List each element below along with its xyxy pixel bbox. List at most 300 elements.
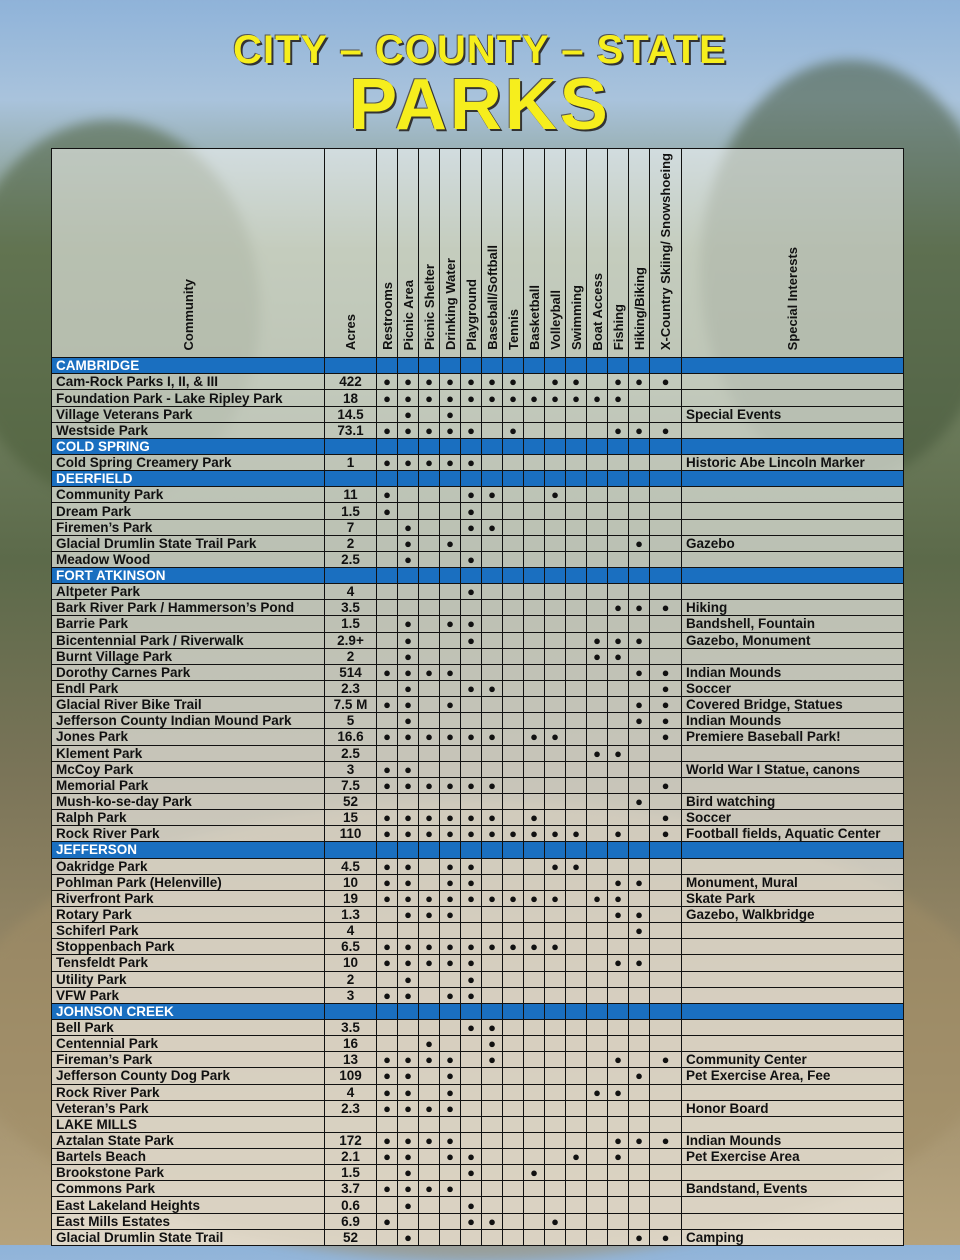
feature-cell — [545, 584, 566, 600]
section-label: CAMBRIDGE — [52, 358, 325, 374]
special-interest: Historic Abe Lincoln Marker — [682, 455, 904, 471]
feature-cell — [587, 1197, 608, 1213]
feature-cell — [440, 535, 461, 551]
feature-cell — [398, 874, 419, 890]
park-row — [52, 923, 904, 939]
feature-cell — [650, 519, 682, 535]
feature-dot-icon: ● — [425, 422, 433, 438]
section-cell — [650, 438, 682, 454]
section-cell — [608, 471, 629, 487]
feature-cell — [629, 487, 650, 503]
feature-cell — [377, 551, 398, 567]
feature-cell — [545, 1165, 566, 1181]
feature-cell — [587, 422, 608, 438]
park-name: Mush-ko-se-day Park — [52, 793, 325, 809]
feature-cell — [440, 761, 461, 777]
column-header — [545, 149, 566, 358]
feature-cell — [461, 729, 482, 745]
section-cell — [419, 438, 440, 454]
feature-dot-icon: ● — [425, 1052, 433, 1068]
feature-cell — [377, 923, 398, 939]
feature-cell — [377, 1100, 398, 1116]
feature-cell — [461, 713, 482, 729]
park-acres: 73.1 — [325, 422, 377, 438]
park-acres: 7 — [325, 519, 377, 535]
park-row — [52, 729, 904, 745]
feature-dot-icon: ● — [446, 1149, 454, 1165]
feature-cell — [440, 1197, 461, 1213]
feature-cell — [524, 374, 545, 390]
park-name: Altpeter Park — [52, 584, 325, 600]
feature-dot-icon: ● — [467, 1213, 475, 1229]
park-row — [52, 1100, 904, 1116]
feature-dot-icon: ● — [467, 584, 475, 600]
feature-cell — [608, 616, 629, 632]
feature-dot-icon: ● — [488, 1020, 496, 1035]
feature-cell — [608, 729, 629, 745]
section-cell — [682, 1003, 904, 1019]
feature-cell — [440, 955, 461, 971]
section-cell — [587, 842, 608, 858]
feature-cell — [419, 422, 440, 438]
feature-cell — [650, 616, 682, 632]
park-row — [52, 1165, 904, 1181]
feature-cell — [629, 1019, 650, 1035]
park-acres: 10 — [325, 874, 377, 890]
park-row — [52, 664, 904, 680]
feature-cell — [482, 761, 503, 777]
feature-dot-icon: ● — [404, 874, 412, 890]
feature-dot-icon: ● — [404, 1052, 412, 1068]
park-name: Community Park — [52, 487, 325, 503]
feature-cell — [608, 810, 629, 826]
feature-cell — [650, 1068, 682, 1084]
section-cell — [608, 438, 629, 454]
section-cell — [682, 842, 904, 858]
section-cell — [682, 358, 904, 374]
feature-cell — [461, 584, 482, 600]
feature-dot-icon: ● — [467, 874, 475, 890]
feature-cell — [482, 648, 503, 664]
feature-cell — [503, 1149, 524, 1165]
feature-cell — [482, 874, 503, 890]
park-name: Brookstone Park — [52, 1165, 325, 1181]
feature-cell — [503, 487, 524, 503]
park-row — [52, 487, 904, 503]
feature-cell — [566, 390, 587, 406]
section-cell — [524, 358, 545, 374]
feature-cell — [398, 987, 419, 1003]
feature-cell — [629, 793, 650, 809]
feature-dot-icon: ● — [446, 535, 454, 551]
section-cell — [682, 1116, 904, 1132]
feature-cell — [566, 810, 587, 826]
park-name: Barrie Park — [52, 616, 325, 632]
feature-cell — [482, 971, 503, 987]
feature-dot-icon: ● — [661, 729, 670, 745]
feature-cell — [482, 729, 503, 745]
feature-cell — [461, 890, 482, 906]
feature-cell — [398, 955, 419, 971]
special-interest: Covered Bridge, Statues — [682, 697, 904, 713]
feature-cell — [503, 1165, 524, 1181]
feature-dot-icon: ● — [383, 874, 391, 890]
park-acres: 2.5 — [325, 551, 377, 567]
feature-cell — [461, 519, 482, 535]
feature-cell — [629, 1100, 650, 1116]
section-cell — [325, 438, 377, 454]
feature-cell — [461, 648, 482, 664]
park-acres: 15 — [325, 810, 377, 826]
feature-cell — [650, 503, 682, 519]
feature-cell — [524, 874, 545, 890]
feature-cell — [650, 632, 682, 648]
feature-dot-icon: ● — [488, 374, 496, 390]
feature-cell — [440, 632, 461, 648]
special-interest: Soccer — [682, 810, 904, 826]
feature-cell — [482, 390, 503, 406]
park-acres: 16.6 — [325, 729, 377, 745]
feature-cell — [587, 632, 608, 648]
section-cell — [482, 568, 503, 584]
feature-cell — [524, 680, 545, 696]
column-header — [524, 149, 545, 358]
park-name: Cold Spring Creamery Park — [52, 455, 325, 471]
column-header-label: Drinking Water — [442, 258, 458, 351]
feature-dot-icon: ● — [614, 1132, 622, 1148]
feature-cell — [398, 584, 419, 600]
feature-dot-icon: ● — [383, 826, 391, 842]
feature-dot-icon: ● — [404, 616, 412, 632]
feature-dot-icon: ● — [635, 907, 643, 923]
feature-dot-icon: ● — [467, 390, 475, 406]
feature-dot-icon: ● — [383, 1052, 391, 1068]
section-label: LAKE MILLS — [52, 1116, 325, 1132]
section-row — [52, 358, 904, 374]
feature-dot-icon: ● — [467, 939, 475, 955]
park-row — [52, 1019, 904, 1035]
feature-dot-icon: ● — [404, 1229, 412, 1245]
feature-cell — [419, 616, 440, 632]
feature-cell — [545, 406, 566, 422]
feature-cell — [629, 1213, 650, 1229]
feature-cell — [398, 455, 419, 471]
special-interest: Skate Park — [682, 890, 904, 906]
park-name: Glacial Drumlin State Trail Park — [52, 535, 325, 551]
feature-cell — [398, 777, 419, 793]
section-cell — [682, 568, 904, 584]
feature-cell — [587, 1149, 608, 1165]
park-row — [52, 1229, 904, 1245]
feature-cell — [587, 810, 608, 826]
feature-cell — [398, 697, 419, 713]
section-cell — [440, 471, 461, 487]
feature-cell — [440, 729, 461, 745]
feature-dot-icon: ● — [383, 987, 391, 1003]
feature-cell — [503, 632, 524, 648]
feature-cell — [524, 664, 545, 680]
feature-cell — [440, 713, 461, 729]
feature-dot-icon: ● — [530, 810, 538, 826]
feature-cell — [398, 600, 419, 616]
feature-cell — [440, 697, 461, 713]
feature-cell — [524, 858, 545, 874]
section-cell — [587, 568, 608, 584]
feature-dot-icon: ● — [661, 664, 670, 680]
section-cell — [682, 471, 904, 487]
feature-cell — [650, 729, 682, 745]
feature-cell — [545, 1036, 566, 1052]
feature-cell — [566, 1229, 587, 1245]
feature-dot-icon: ● — [425, 907, 433, 923]
special-interest: Monument, Mural — [682, 874, 904, 890]
feature-dot-icon: ● — [446, 1052, 454, 1068]
feature-cell — [461, 422, 482, 438]
feature-dot-icon: ● — [509, 826, 517, 842]
feature-cell — [524, 390, 545, 406]
feature-cell — [461, 374, 482, 390]
feature-cell — [587, 745, 608, 761]
feature-cell — [524, 777, 545, 793]
feature-cell — [545, 923, 566, 939]
park-acres: 1.3 — [325, 906, 377, 922]
feature-cell — [461, 487, 482, 503]
feature-dot-icon: ● — [425, 955, 433, 971]
feature-cell — [398, 1084, 419, 1100]
feature-cell — [587, 406, 608, 422]
feature-cell — [398, 519, 419, 535]
park-row — [52, 1181, 904, 1197]
feature-cell — [377, 680, 398, 696]
feature-cell — [461, 1132, 482, 1148]
feature-cell — [440, 648, 461, 664]
feature-cell — [650, 1036, 682, 1052]
feature-dot-icon: ● — [530, 729, 538, 745]
feature-cell — [629, 1197, 650, 1213]
column-header-label: Playground — [463, 278, 479, 351]
feature-cell — [629, 890, 650, 906]
section-cell — [440, 568, 461, 584]
feature-cell — [461, 1165, 482, 1181]
feature-cell — [650, 697, 682, 713]
feature-cell — [398, 664, 419, 680]
feature-cell — [419, 858, 440, 874]
feature-cell — [419, 761, 440, 777]
feature-cell — [566, 923, 587, 939]
feature-dot-icon: ● — [635, 955, 643, 971]
feature-cell — [377, 987, 398, 1003]
feature-cell — [419, 971, 440, 987]
feature-dot-icon: ● — [404, 681, 412, 697]
feature-cell — [608, 632, 629, 648]
feature-cell — [650, 1100, 682, 1116]
feature-dot-icon: ● — [383, 890, 391, 906]
special-interest: Indian Mounds — [682, 1132, 904, 1148]
column-header — [682, 149, 904, 358]
feature-cell — [608, 1132, 629, 1148]
feature-cell — [650, 584, 682, 600]
park-acres: 2.3 — [325, 680, 377, 696]
feature-cell — [440, 664, 461, 680]
feature-cell — [524, 503, 545, 519]
feature-cell — [461, 810, 482, 826]
column-header — [650, 149, 682, 358]
feature-cell — [629, 1132, 650, 1148]
feature-cell — [608, 858, 629, 874]
feature-cell — [629, 664, 650, 680]
park-acres: 514 — [325, 664, 377, 680]
feature-cell — [566, 1165, 587, 1181]
section-label: FORT ATKINSON — [52, 568, 325, 584]
feature-cell — [524, 1068, 545, 1084]
feature-dot-icon: ● — [383, 1100, 391, 1116]
feature-cell — [461, 600, 482, 616]
park-acres: 109 — [325, 1068, 377, 1084]
feature-dot-icon: ● — [404, 858, 412, 874]
feature-cell — [608, 374, 629, 390]
feature-cell — [440, 1036, 461, 1052]
feature-cell — [650, 390, 682, 406]
section-cell — [419, 471, 440, 487]
section-cell — [503, 358, 524, 374]
feature-dot-icon: ● — [404, 713, 412, 729]
feature-cell — [629, 648, 650, 664]
feature-dot-icon: ● — [661, 374, 670, 390]
feature-cell — [566, 535, 587, 551]
feature-cell — [545, 955, 566, 971]
feature-cell — [608, 793, 629, 809]
feature-dot-icon: ● — [551, 858, 559, 874]
feature-cell — [587, 761, 608, 777]
special-interest — [682, 503, 904, 519]
feature-cell — [566, 1213, 587, 1229]
feature-cell — [608, 600, 629, 616]
section-cell — [545, 358, 566, 374]
feature-dot-icon: ● — [661, 1052, 670, 1068]
feature-cell — [440, 584, 461, 600]
feature-cell — [398, 680, 419, 696]
special-interest: Gazebo, Monument — [682, 632, 904, 648]
special-interest: Gazebo — [682, 535, 904, 551]
park-name: Dorothy Carnes Park — [52, 664, 325, 680]
section-cell — [545, 438, 566, 454]
feature-cell — [608, 826, 629, 842]
feature-cell — [587, 874, 608, 890]
park-row — [52, 632, 904, 648]
feature-dot-icon: ● — [383, 697, 391, 713]
section-cell — [398, 1116, 419, 1132]
feature-cell — [482, 406, 503, 422]
feature-dot-icon: ● — [467, 1197, 475, 1213]
park-acres: 3.7 — [325, 1181, 377, 1197]
feature-cell — [566, 1084, 587, 1100]
feature-dot-icon: ● — [467, 1165, 475, 1181]
park-row — [52, 987, 904, 1003]
park-name: Bartels Beach — [52, 1149, 325, 1165]
feature-dot-icon: ● — [467, 422, 475, 438]
feature-cell — [503, 729, 524, 745]
feature-dot-icon: ● — [425, 1100, 433, 1116]
park-name: Riverfront Park — [52, 890, 325, 906]
section-label: JOHNSON CREEK — [52, 1003, 325, 1019]
park-acres: 422 — [325, 374, 377, 390]
feature-cell — [419, 1036, 440, 1052]
feature-cell — [587, 1213, 608, 1229]
feature-cell — [377, 616, 398, 632]
park-row — [52, 713, 904, 729]
feature-cell — [629, 1229, 650, 1245]
feature-cell — [524, 551, 545, 567]
feature-cell — [608, 939, 629, 955]
park-acres: 10 — [325, 955, 377, 971]
feature-cell — [440, 551, 461, 567]
feature-cell — [629, 729, 650, 745]
park-acres: 4 — [325, 1084, 377, 1100]
park-name: Pohlman Park (Helenville) — [52, 874, 325, 890]
park-name: Dream Park — [52, 503, 325, 519]
feature-cell — [377, 1019, 398, 1035]
section-cell — [545, 471, 566, 487]
feature-cell — [503, 1100, 524, 1116]
feature-cell — [461, 826, 482, 842]
feature-cell — [629, 1084, 650, 1100]
feature-cell — [545, 1019, 566, 1035]
feature-cell — [566, 906, 587, 922]
feature-cell — [587, 971, 608, 987]
feature-cell — [419, 1165, 440, 1181]
feature-cell — [377, 697, 398, 713]
feature-cell — [419, 1132, 440, 1148]
feature-cell — [566, 616, 587, 632]
feature-cell — [566, 406, 587, 422]
feature-cell — [524, 939, 545, 955]
feature-cell — [587, 906, 608, 922]
feature-cell — [398, 1165, 419, 1181]
section-cell — [503, 471, 524, 487]
feature-cell — [629, 1036, 650, 1052]
feature-cell — [419, 1052, 440, 1068]
feature-cell — [503, 1197, 524, 1213]
feature-cell — [587, 826, 608, 842]
feature-dot-icon: ● — [551, 374, 559, 390]
feature-dot-icon: ● — [446, 826, 454, 842]
feature-cell — [398, 1181, 419, 1197]
feature-cell — [566, 955, 587, 971]
section-cell — [566, 1116, 587, 1132]
feature-cell — [524, 1100, 545, 1116]
feature-cell — [461, 1052, 482, 1068]
feature-cell — [587, 600, 608, 616]
feature-cell — [608, 551, 629, 567]
feature-cell — [482, 1100, 503, 1116]
feature-dot-icon: ● — [404, 907, 412, 923]
feature-cell — [545, 987, 566, 1003]
feature-cell — [650, 826, 682, 842]
special-interest: World War I Statue, canons — [682, 761, 904, 777]
feature-cell — [608, 406, 629, 422]
feature-cell — [566, 487, 587, 503]
feature-dot-icon: ● — [404, 648, 412, 664]
feature-cell — [377, 1181, 398, 1197]
feature-dot-icon: ● — [488, 519, 496, 535]
section-cell — [377, 1003, 398, 1019]
park-name: Bell Park — [52, 1019, 325, 1035]
section-cell — [587, 438, 608, 454]
feature-cell — [419, 987, 440, 1003]
feature-cell — [545, 793, 566, 809]
feature-dot-icon: ● — [383, 664, 391, 680]
feature-dot-icon: ● — [404, 1165, 412, 1181]
